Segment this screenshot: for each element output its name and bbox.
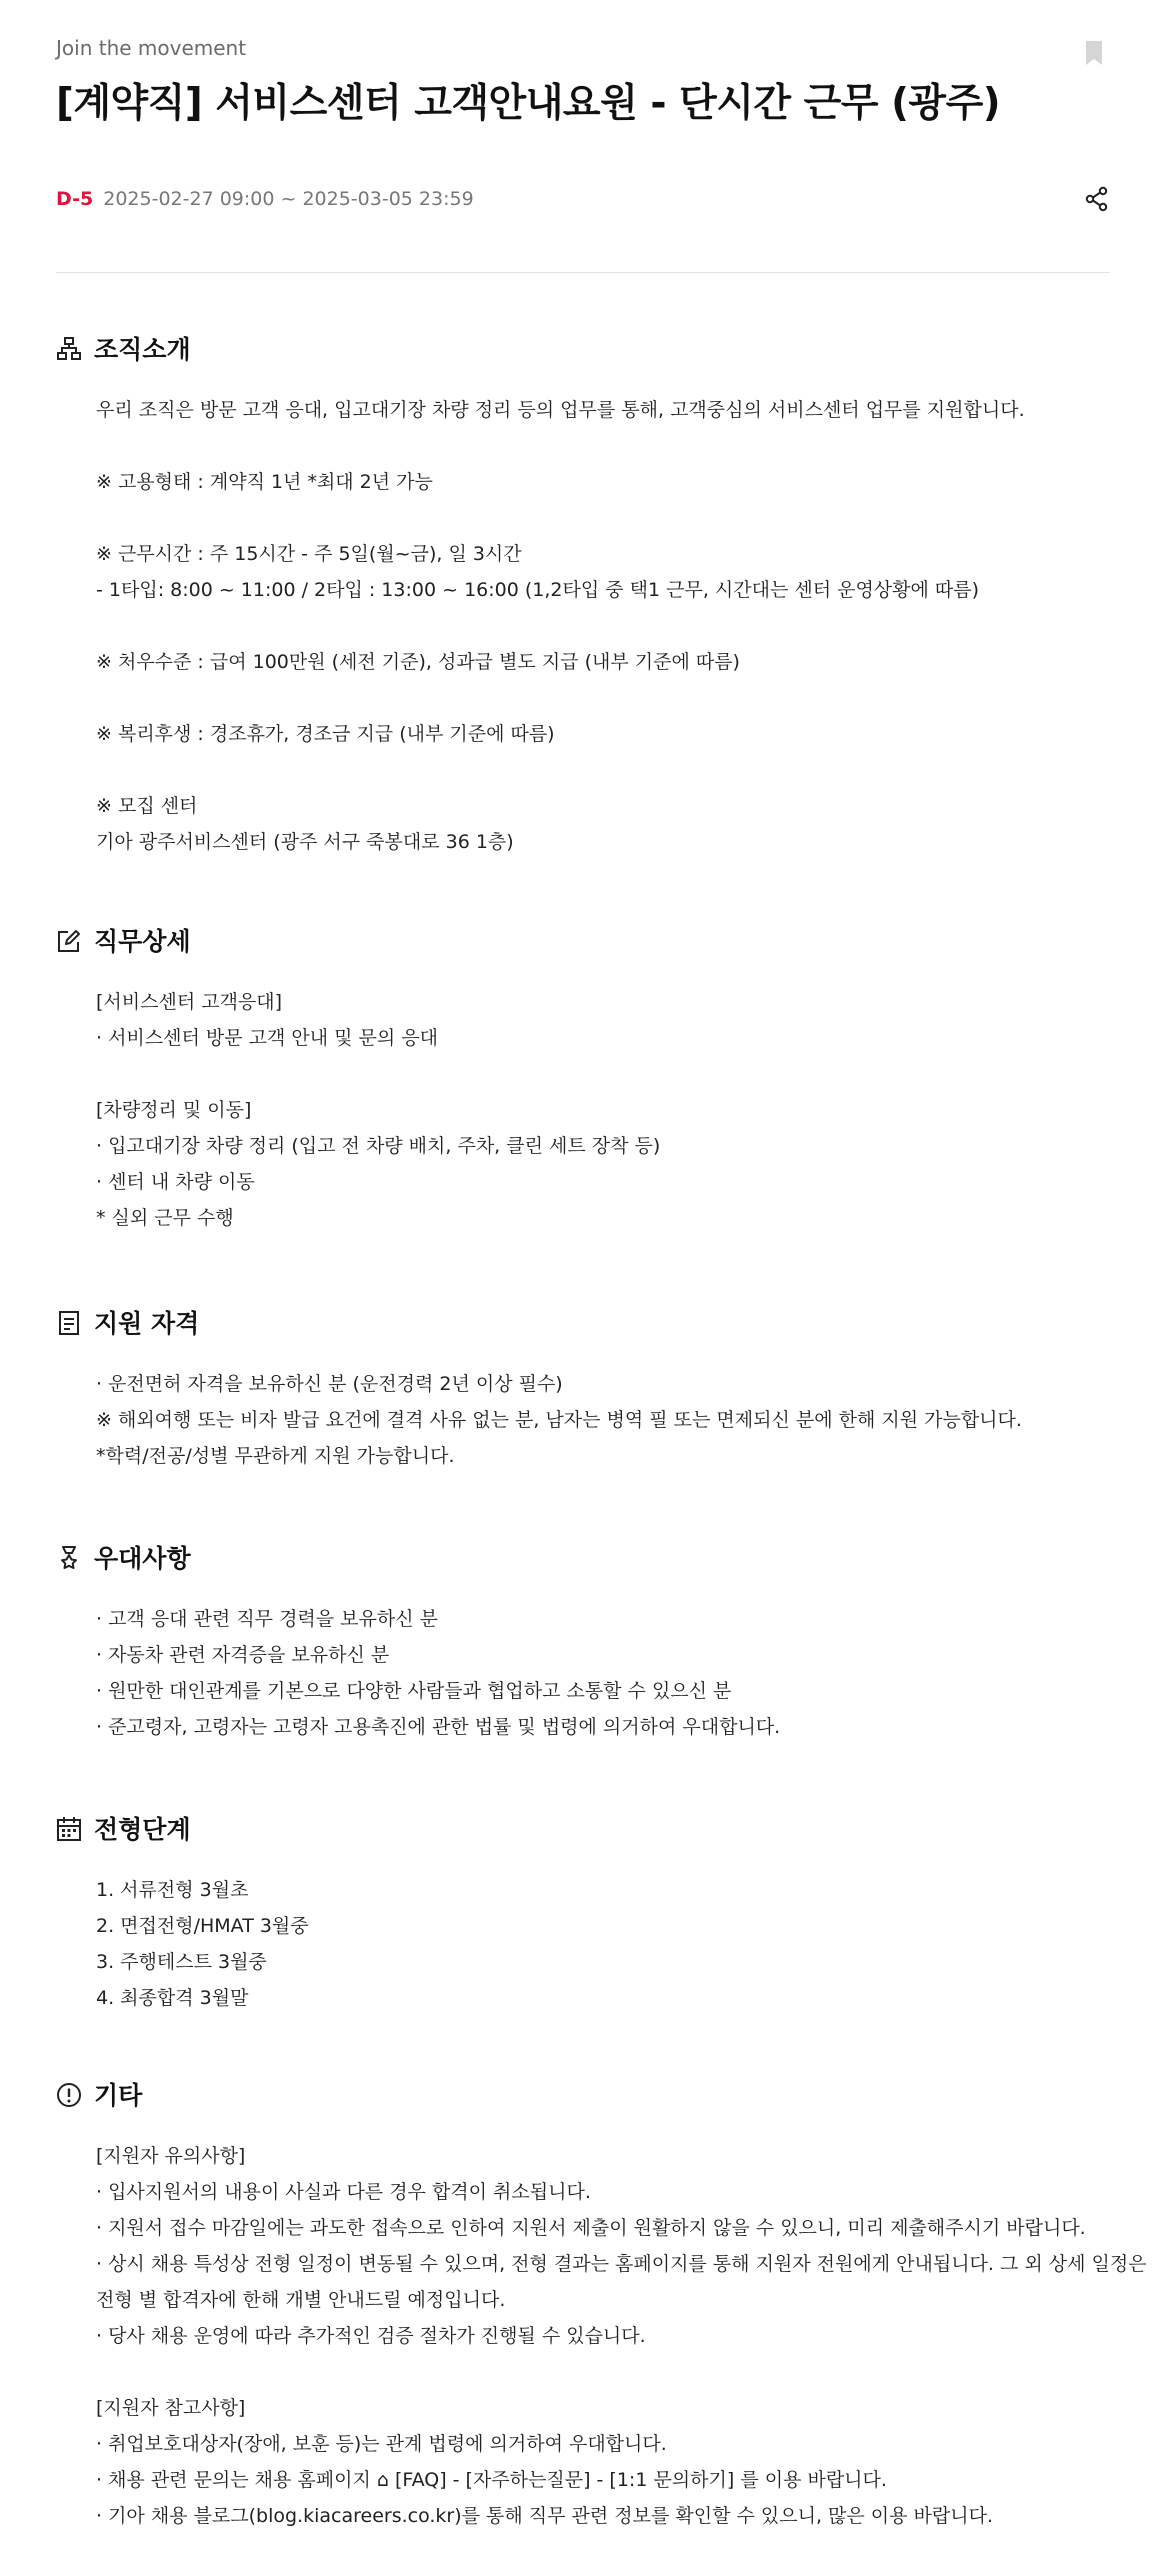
section-job: [56, 922, 1110, 1229]
application-period: [56, 188, 474, 210]
section-body: [96, 1366, 1116, 1474]
body-line: 기아 광주서비스센터 (광주 서구 죽봉대로 36 1층): [96, 831, 514, 853]
blank-line: [96, 500, 1116, 536]
section-header: [56, 922, 1110, 958]
body-line: 전형 별 합격자에 한해 개별 안내드릴 예정입니다.: [96, 2289, 506, 2311]
section-process: [56, 1810, 1110, 2009]
body-line: · 입고대기장 차량 정리 (입고 전 차량 배치, 주차, 클린 세트 장착 등): [96, 1135, 661, 1157]
body-line: · 고객 응대 관련 직무 경력을 보유하신 분: [96, 1608, 438, 1630]
body-line: · 원만한 대인관계를 기본으로 다양한 사람들과 협업하고 소통할 수 있으신 분: [96, 1680, 732, 1702]
section-title: 직무상세: [94, 927, 191, 956]
body-line: ※ 모집 센터: [96, 795, 198, 817]
section-body: [96, 1601, 1116, 1745]
blank-line: [96, 752, 1116, 788]
body-line: [지원자 유의사항]: [96, 2145, 246, 2167]
body-line: · 준고령자, 고령자는 고령자 고용촉진에 관한 법률 및 법령에 의거하여 우대합니다.: [96, 1716, 781, 1738]
section-title: 조직소개: [94, 335, 191, 364]
body-line: 4. 최종합격 3월말: [96, 1987, 249, 2009]
section-etc: [56, 2076, 1147, 2527]
body-line: ※ 고용형태 : 계약직 1년 *최대 2년 가능: [96, 471, 433, 493]
section-qualification: [56, 1304, 1110, 1467]
body-line: - 1타입: 8:00 ~ 11:00 / 2타입 : 13:00 ~ 16:00 (1,2타입 중 택1 근무, 시간대는 센터 운영상황에 따름): [96, 579, 980, 601]
section-title: 우대사항: [94, 1544, 191, 1573]
body-line: · 입사지원서의 내용이 사실과 다른 경우 합격이 취소됩니다.: [96, 2181, 591, 2203]
blank-line: [96, 680, 1116, 716]
body-line: * 실외 근무 수행: [96, 1207, 234, 1229]
bookmark-icon[interactable]: [1084, 40, 1104, 66]
org-chart-icon: [56, 336, 82, 362]
section-header: [56, 2076, 1110, 2112]
award-icon: [56, 1545, 82, 1571]
dday-badge: D-5: [56, 188, 94, 210]
share-icon[interactable]: [1084, 186, 1110, 212]
body-line: · 운전면허 자격을 보유하신 분 (운전경력 2년 이상 필수): [96, 1373, 563, 1395]
body-line: ※ 복리후생 : 경조휴가, 경조금 지급 (내부 기준에 따름): [96, 723, 555, 745]
body-line: 1. 서류전형 3월초: [96, 1879, 249, 1901]
blank-line: [96, 2354, 1116, 2390]
section-body: [96, 1872, 1116, 2016]
section-header: [56, 1304, 1110, 1340]
body-line: 우리 조직은 방문 고객 응대, 입고대기장 차량 정리 등의 업무를 통해, 고객중심의 서비스센터 업무를 지원합니다.: [96, 399, 1025, 421]
body-line: · 당사 채용 운영에 따라 추가적인 검증 절차가 진행될 수 있습니다.: [96, 2325, 646, 2347]
company-slogan: Join the movement: [56, 36, 247, 60]
body-line: [서비스센터 고객응대]: [96, 991, 283, 1013]
body-line: 3. 주행테스트 3월중: [96, 1951, 267, 1973]
period-range: 2025-02-27 09:00 ~ 2025-03-05 23:59: [103, 188, 474, 210]
body-line: ※ 근무시간 : 주 15시간 - 주 5일(월~금), 일 3시간: [96, 543, 522, 565]
body-line: [차량정리 및 이동]: [96, 1099, 252, 1121]
body-line: · 자동차 관련 자격증을 보유하신 분: [96, 1644, 390, 1666]
section-header: [56, 330, 1110, 366]
edit-icon: [56, 928, 82, 954]
body-line: · 서비스센터 방문 고객 안내 및 문의 응대: [96, 1027, 438, 1049]
document-icon: [56, 1310, 82, 1336]
body-line: ※ 해외여행 또는 비자 발급 요건에 결격 사유 없는 분, 남자는 병역 필 또는 면제되신 분에 한해 지원 가능합니다.: [96, 1409, 1022, 1431]
section-preference: [56, 1539, 1110, 1738]
header-divider: [56, 272, 1110, 273]
section-title: 기타: [94, 2081, 143, 2110]
body-line: *학력/전공/성별 무관하게 지원 가능합니다.: [96, 1445, 455, 1467]
body-line: · 채용 관련 문의는 채용 홈페이지 ⌂ [FAQ] - [자주하는질문] - [1:1 문의하기] 를 이용 바랍니다.: [96, 2469, 887, 2491]
body-line: [지원자 참고사항]: [96, 2397, 246, 2419]
body-line: ※ 처우수준 : 급여 100만원 (세전 기준), 성과급 별도 지급 (내부 기준에 따름): [96, 651, 740, 673]
body-line: 2. 면접전형/HMAT 3월중: [96, 1915, 309, 1937]
section-org: [56, 330, 1110, 853]
section-title: 지원 자격: [94, 1309, 200, 1338]
calendar-icon: [56, 1816, 82, 1842]
page-title: [계약직] 서비스센터 고객안내요원 - 단시간 근무 (광주): [56, 81, 1001, 126]
section-body: [96, 984, 1116, 1236]
section-header: [56, 1539, 1110, 1575]
info-icon: [56, 2082, 82, 2108]
section-header: [56, 1810, 1110, 1846]
body-line: · 상시 채용 특성상 전형 일정이 변동될 수 있으며, 전형 결과는 홈페이지를 통해 지원자 전원에게 안내됩니다. 그 외 상세 일정은: [96, 2253, 1147, 2275]
body-line: · 센터 내 차량 이동: [96, 1171, 255, 1193]
section-title: 전형단계: [94, 1815, 191, 1844]
body-line: · 지원서 접수 마감일에는 과도한 접속으로 인하여 지원서 제출이 원활하지 않을 수 있으니, 미리 제출해주시기 바랍니다.: [96, 2217, 1086, 2239]
blank-line: [96, 1056, 1116, 1092]
section-body: [96, 2138, 1147, 2534]
section-body: [96, 392, 1116, 860]
body-line: · 취업보호대상자(장애, 보훈 등)는 관계 법령에 의거하여 우대합니다.: [96, 2433, 667, 2455]
body-line: · 기아 채용 블로그(blog.kiacareers.co.kr)를 통해 직무 관련 정보를 확인할 수 있으니, 많은 이용 바랍니다.: [96, 2505, 993, 2527]
blank-line: [96, 608, 1116, 644]
blank-line: [96, 428, 1116, 464]
